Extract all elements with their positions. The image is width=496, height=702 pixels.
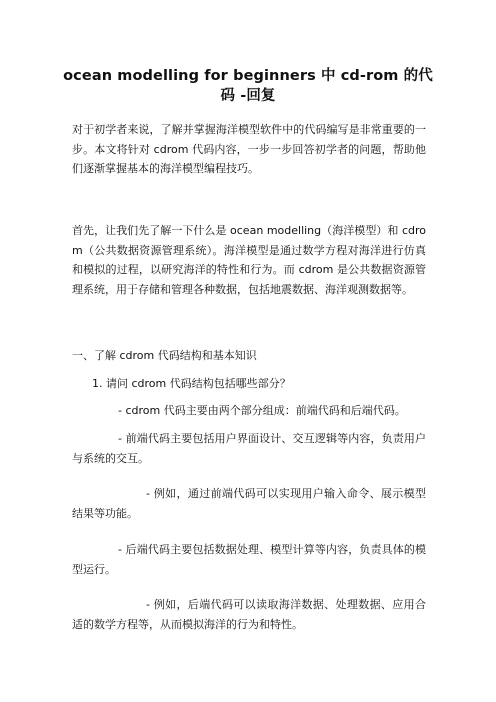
answer-item: - 例如，后端代码可以读取海洋数据、处理数据、应用合适的数学方程等，从而模拟海洋的行为和特性。 [72,598,426,631]
question-item: 1. 请问 cdrom 代码结构包括哪些部分？ [92,377,291,390]
answer-item: - 例如，通过前端代码可以实现用户输入命令、展示模型结果等功能。 [72,487,426,520]
definition-paragraph: 首先，让我们先了解一下什么是 ocean modelling（海洋模型）和 cdrom（公共数据资源管理系统）。海洋模型是通过数学方程对海洋进行仿真和模拟的过程，以研究海洋的特性和行为。而 cdrom 是公共数据资源管理系统，用于存储和管理各种数据，包括地震数据、海洋观测数据等。 [72,224,426,296]
document-title: ocean modelling for beginners 中 cd-rom 的代码 -回复 [63,68,433,104]
section-heading: 一、了解 cdrom 代码结构和基本知识 [72,349,257,362]
intro-paragraph: 对于初学者来说，了解并掌握海洋模型软件中的代码编写是非常重要的一步。本文将针对 cdrom 代码内容，一步一步回答初学者的问题，帮助他们逐渐掌握基本的海洋模型编程技巧。 [72,123,426,175]
answer-item: - cdrom 代码主要由两个部分组成：前端代码和后端代码。 [118,404,406,417]
answer-item: - 前端代码主要包括用户界面设计、交互逻辑等内容，负责用户与系统的交互。 [72,432,426,465]
answer-item: - 后端代码主要包括数据处理、模型计算等内容，负责具体的模型运行。 [72,543,426,576]
